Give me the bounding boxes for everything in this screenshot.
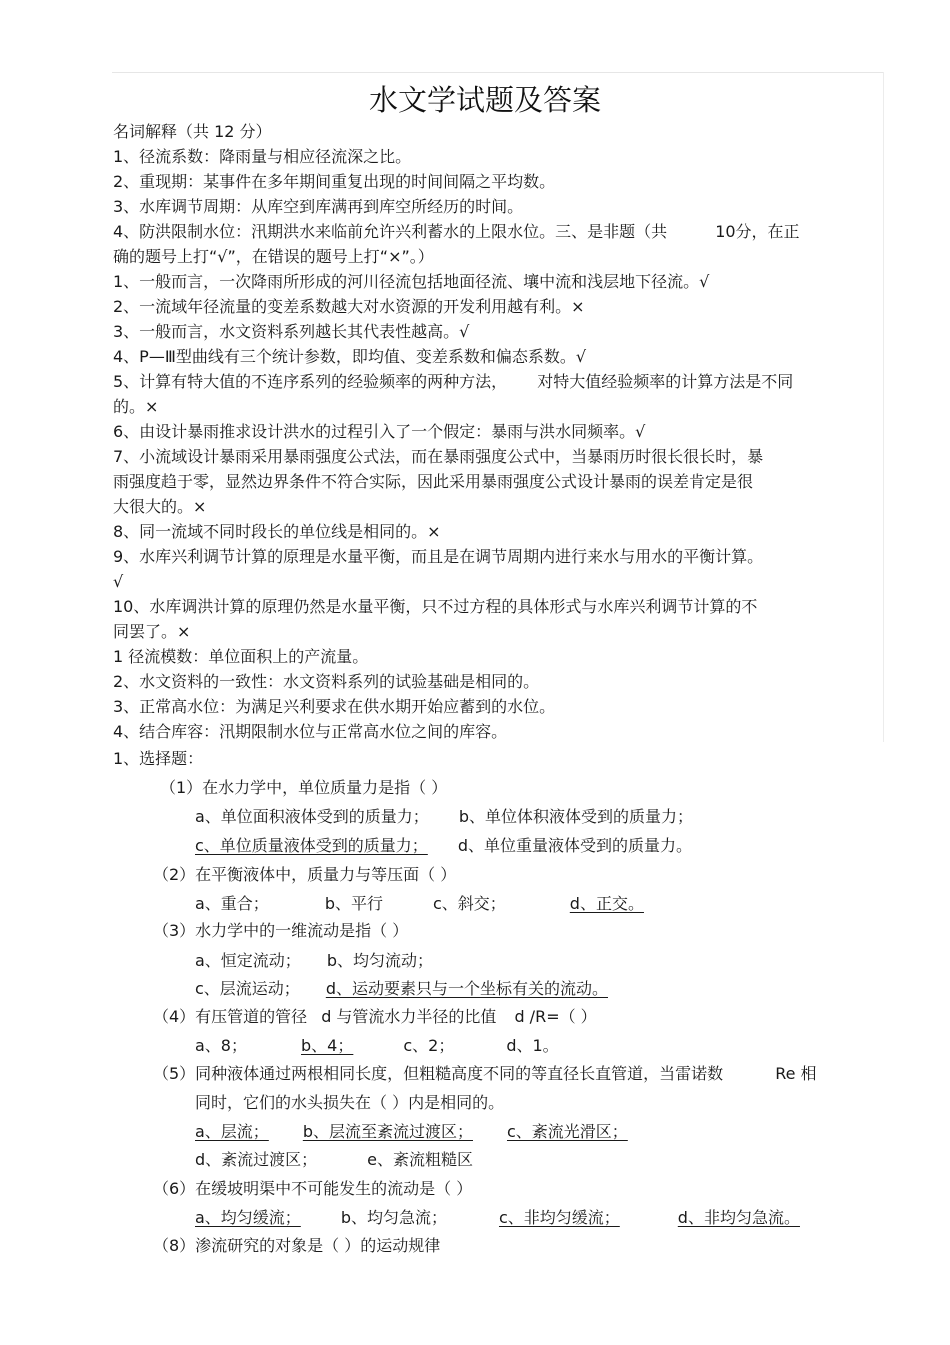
choice-q2-options [195, 893, 644, 915]
definition-item-4-text: 4、防洪限制水位：汛期洪水来临前允许兴利蓄水的上限水位。三、是非题（共 [113, 222, 668, 241]
option-q6-c: c、非均匀缓流； [498, 1208, 620, 1227]
option-q1-b: b、单位体积液体受到的质量力； [458, 807, 693, 826]
definition-item-1: 1、径流系数：降雨量与相应径流深之比。 [113, 147, 412, 166]
score-note: 10分，在正 [715, 222, 800, 241]
choice-q1-options-row1 [195, 806, 693, 828]
question-4-part3: d /R=（ ） [514, 1007, 597, 1026]
choice-question-6: （6）在缓坡明渠中不可能发生的流动是（ ） [153, 1179, 473, 1198]
definition-item-4 [113, 221, 800, 243]
choice-q5-options-row1 [195, 1121, 628, 1143]
definition2-item-3: 3、正常高水位：为满足兴利要求在供水期开始应蓄到的水位。 [113, 697, 556, 716]
choice-q5-options-row2 [195, 1149, 473, 1171]
page-title: 水文学试题及答案 [368, 83, 601, 117]
option-q4-d: d、1。 [506, 1036, 559, 1055]
choice-question-2: （2）在平衡液体中，质量力与等压面（ ） [153, 865, 457, 884]
truefalse-item-7-line1: 7、小流域设计暴雨采用暴雨强度公式法，而在暴雨强度公式中，当暴雨历时很长很长时，暴 [113, 447, 764, 466]
truefalse-item-9-line2: √ [113, 572, 124, 591]
choice-heading: 1、选择题： [113, 749, 204, 768]
choice-question-5 [153, 1063, 817, 1085]
option-q2-c: c、斜交； [432, 894, 506, 913]
choice-question-3: （3）水力学中的一维流动是指（ ） [153, 921, 409, 940]
question-4-part1: （4）有压管道的管径 [153, 1007, 308, 1026]
option-q1-a: a、单位面积液体受到的质量力； [195, 807, 429, 826]
definition-item-2: 2、重现期：某事件在多年期间重复出现的时间间隔之平均数。 [113, 172, 556, 191]
option-q1-c: c、单位质量液体受到的质量力； [195, 836, 428, 855]
question-4-part2: d 与管流水力半径的比值 [321, 1007, 497, 1026]
page-right-rule [883, 72, 884, 742]
definition2-item-1: 1 径流模数：单位面积上的产流量。 [113, 647, 369, 666]
truefalse-item-10-line2: 同罢了。× [113, 622, 191, 641]
option-q5-d: d、紊流过渡区； [195, 1150, 318, 1169]
option-q1-d: d、单位重量液体受到的质量力。 [457, 836, 692, 855]
option-q5-c: c、紊流光滑区； [506, 1122, 628, 1141]
truefalse-item-2: 2、一流域年径流量的变差系数越大对水资源的开发利用越有利。× [113, 297, 585, 316]
truefalse-item-6: 6、由设计暴雨推求设计洪水的过程引入了一个假定：暴雨与洪水同频率。√ [113, 422, 646, 441]
choice-q3-options-row1 [195, 950, 433, 972]
choice-question-5-cont: 同时，它们的水头损失在（ ）内是相同的。 [195, 1093, 505, 1112]
question-5-part2: Re 相 [775, 1064, 817, 1083]
option-q6-b: b、均匀急流； [340, 1208, 447, 1227]
option-q2-b: b、平行 [324, 894, 383, 913]
choice-question-8: （8）渗流研究的对象是（ ）的运动规律 [153, 1236, 441, 1255]
choice-q3-options-row2 [195, 978, 608, 1000]
truefalse-item-8: 8、同一流域不同时段长的单位线是相同的。× [113, 522, 441, 541]
truefalse-item-7-line2: 雨强度趋于零，显然边界条件不符合实际，因此采用暴雨强度公式设计暴雨的误差肯定是很 [113, 472, 754, 491]
definition-item-3: 3、水库调节周期：从库空到库满再到库空所经历的时间。 [113, 197, 524, 216]
option-q2-a: a、重合； [195, 894, 269, 913]
option-q5-b: b、层流至紊流过渡区； [302, 1122, 473, 1141]
option-q5-a: a、层流； [195, 1122, 269, 1141]
choice-q6-options [195, 1207, 800, 1229]
truefalse-item-5-cont: 的。× [113, 397, 159, 416]
option-q2-d: d、正交。 [569, 894, 644, 913]
option-q3-c: c、层流运动； [195, 979, 300, 998]
option-q4-c: c、2； [403, 1036, 455, 1055]
truefalse-instructions: 确的题号上打“√”，在错误的题号上打“×”。） [113, 247, 434, 266]
truefalse-item-5 [113, 371, 793, 393]
choice-question-1: （1）在水力学中，单位质量力是指（ ） [160, 778, 448, 797]
truefalse-item-3: 3、一般而言，水文资料系列越长其代表性越高。√ [113, 322, 470, 341]
truefalse-item-9-line1: 9、水库兴利调节计算的原理是水量平衡，而且是在调节周期内进行来水与用水的平衡计算。 [113, 547, 764, 566]
option-q3-a: a、恒定流动； [195, 951, 301, 970]
option-q6-a: a、均匀缓流； [195, 1208, 301, 1227]
option-q3-b: b、均匀流动； [326, 951, 433, 970]
choice-question-4 [153, 1006, 597, 1028]
choice-q4-options [195, 1035, 559, 1057]
truefalse-item-5-part1: 5、计算有特大值的不连序系列的经验频率的两种方法， [113, 372, 508, 391]
section-heading-definitions: 名词解释（共 12 分） [113, 122, 272, 141]
option-q5-e: e、紊流粗糙区 [367, 1150, 474, 1169]
truefalse-item-5-part2: 对特大值经验频率的计算方法是不同 [537, 372, 794, 391]
truefalse-item-7-line3: 大很大的。× [113, 497, 207, 516]
definition2-item-2: 2、水文资料的一致性：水文资料系列的试验基础是相同的。 [113, 672, 540, 691]
option-q3-d: d、运动要素只与一个坐标有关的流动。 [325, 979, 608, 998]
option-q4-b: b、4； [301, 1036, 354, 1055]
choice-q1-options-row2 [195, 835, 692, 857]
truefalse-item-10-line1: 10、水库调洪计算的原理仍然是水量平衡，只不过方程的具体形式与水库兴利调节计算的不 [113, 597, 758, 616]
question-5-part1: （5）同种液体通过两根相同长度，但粗糙高度不同的等直径长直管道，当雷诺数 [153, 1064, 724, 1083]
page-top-rule [112, 72, 884, 73]
truefalse-item-1: 1、一般而言，一次降雨所形成的河川径流包括地面径流、壤中流和浅层地下径流。√ [113, 272, 710, 291]
definition2-item-4: 4、结合库容：汛期限制水位与正常高水位之间的库容。 [113, 722, 508, 741]
truefalse-item-4: 4、P—Ⅲ型曲线有三个统计参数，即均值、变差系数和偏态系数。√ [113, 347, 587, 366]
option-q4-a: a、8； [195, 1036, 247, 1055]
option-q6-d: d、非均匀急流。 [677, 1208, 800, 1227]
